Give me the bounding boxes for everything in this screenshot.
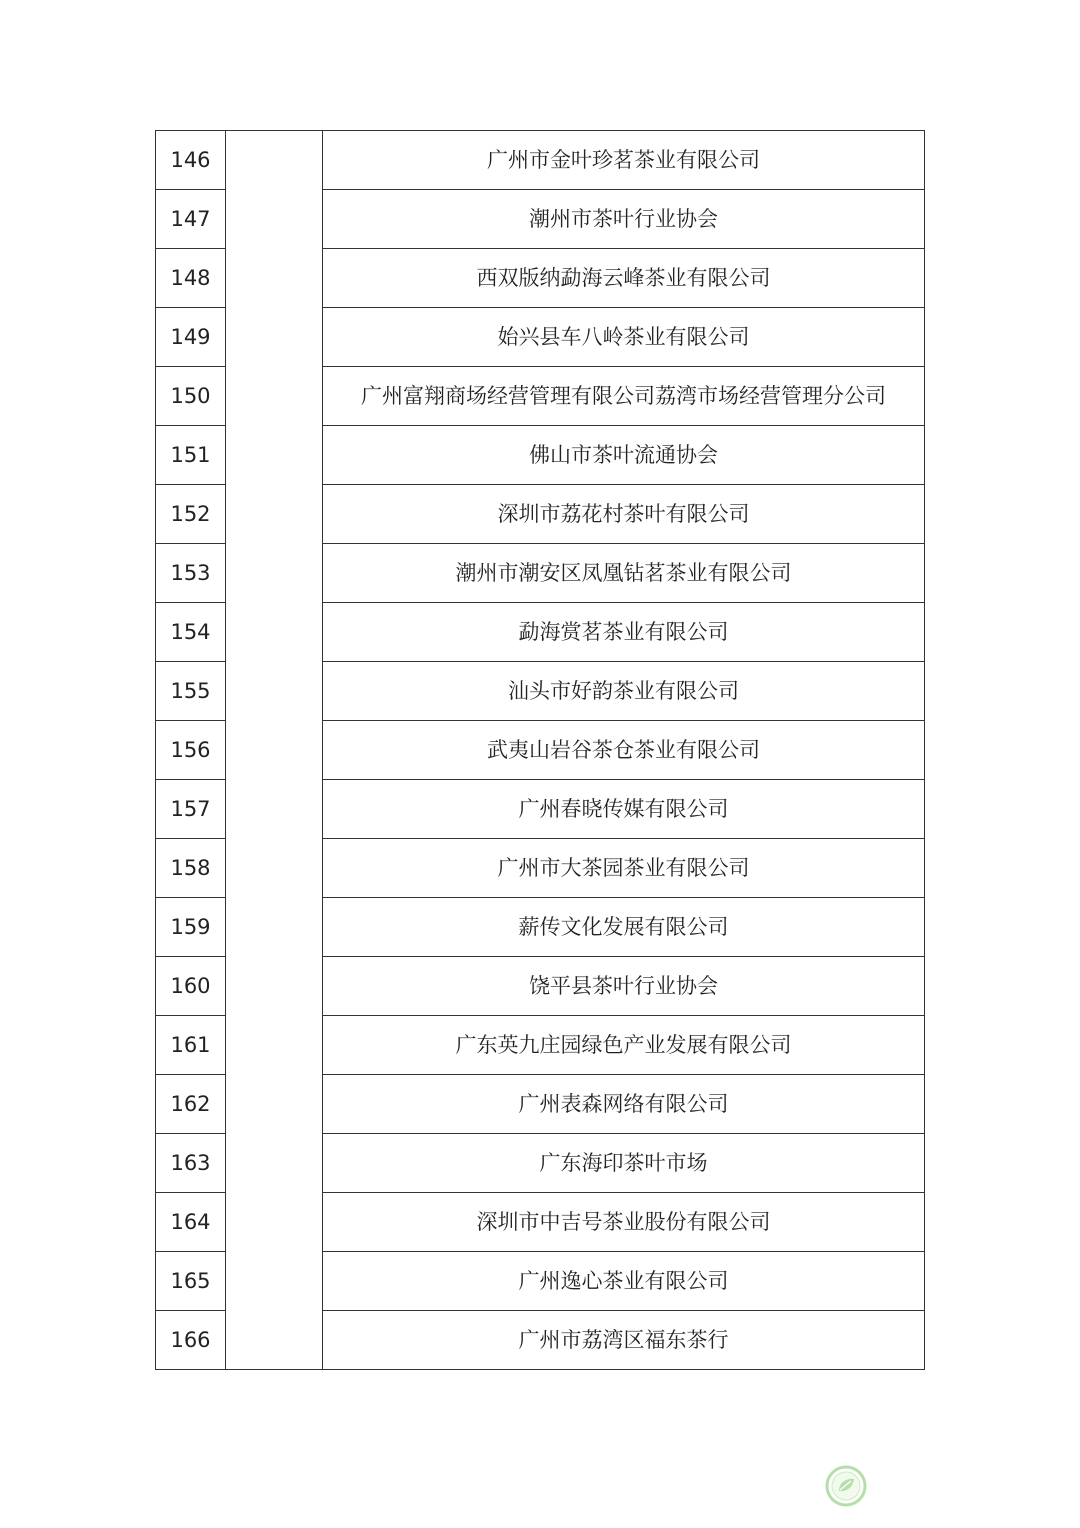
table-row — [156, 131, 925, 190]
company-name: 勐海赏茗茶业有限公司 — [323, 603, 925, 662]
row-number: 148 — [156, 249, 226, 308]
empty-column-cell — [226, 1016, 323, 1075]
table-row — [156, 957, 925, 1016]
empty-column-cell — [226, 308, 323, 367]
empty-column-cell — [226, 1311, 323, 1370]
row-number: 147 — [156, 190, 226, 249]
company-name: 广州市金叶珍茗茶业有限公司 — [323, 131, 925, 190]
empty-column-cell — [226, 426, 323, 485]
table-row — [156, 839, 925, 898]
company-name: 武夷山岩谷茶仓茶业有限公司 — [323, 721, 925, 780]
row-number: 162 — [156, 1075, 226, 1134]
table-row — [156, 1193, 925, 1252]
table-row — [156, 367, 925, 426]
table-row — [156, 1252, 925, 1311]
empty-column-cell — [226, 721, 323, 780]
table-row — [156, 1016, 925, 1075]
company-name: 深圳市中吉号茶业股份有限公司 — [323, 1193, 925, 1252]
row-number: 151 — [156, 426, 226, 485]
empty-column-cell — [226, 1193, 323, 1252]
table-row — [156, 1311, 925, 1370]
table-row — [156, 603, 925, 662]
company-name: 广东英九庄园绿色产业发展有限公司 — [323, 1016, 925, 1075]
table-row — [156, 544, 925, 603]
company-name: 广州富翔商场经营管理有限公司荔湾市场经营管理分公司 — [323, 367, 925, 426]
company-name: 西双版纳勐海云峰茶业有限公司 — [323, 249, 925, 308]
empty-column-cell — [226, 1252, 323, 1311]
company-name: 潮州市潮安区凤凰钻茗茶业有限公司 — [323, 544, 925, 603]
empty-column-cell — [226, 1134, 323, 1193]
company-name: 始兴县车八岭茶业有限公司 — [323, 308, 925, 367]
row-number: 161 — [156, 1016, 226, 1075]
row-number: 154 — [156, 603, 226, 662]
row-number: 164 — [156, 1193, 226, 1252]
empty-column-cell — [226, 662, 323, 721]
row-number: 163 — [156, 1134, 226, 1193]
empty-column-cell — [226, 898, 323, 957]
table-row — [156, 308, 925, 367]
row-number: 155 — [156, 662, 226, 721]
empty-column-cell — [226, 603, 323, 662]
company-name: 广东海印茶叶市场 — [323, 1134, 925, 1193]
row-number: 166 — [156, 1311, 226, 1370]
company-name: 薪传文化发展有限公司 — [323, 898, 925, 957]
company-name: 深圳市荔花村茶叶有限公司 — [323, 485, 925, 544]
company-name: 潮州市茶叶行业协会 — [323, 190, 925, 249]
table-row — [156, 249, 925, 308]
empty-column-cell — [226, 1075, 323, 1134]
company-name: 佛山市茶叶流通协会 — [323, 426, 925, 485]
table-row — [156, 426, 925, 485]
empty-column-cell — [226, 957, 323, 1016]
table-row — [156, 190, 925, 249]
leaf-logo-icon — [825, 1465, 867, 1507]
company-table — [155, 130, 925, 1370]
empty-column-cell — [226, 190, 323, 249]
table-row — [156, 898, 925, 957]
company-name: 广州市荔湾区福东茶行 — [323, 1311, 925, 1370]
empty-column-cell — [226, 544, 323, 603]
table-body — [156, 131, 925, 1370]
table-row — [156, 662, 925, 721]
company-name: 广州逸心茶业有限公司 — [323, 1252, 925, 1311]
row-number: 153 — [156, 544, 226, 603]
empty-column-cell — [226, 131, 323, 190]
company-name: 广州表森网络有限公司 — [323, 1075, 925, 1134]
company-list-table — [155, 130, 925, 1370]
table-row — [156, 721, 925, 780]
row-number: 150 — [156, 367, 226, 426]
row-number: 157 — [156, 780, 226, 839]
company-name: 饶平县茶叶行业协会 — [323, 957, 925, 1016]
row-number: 159 — [156, 898, 226, 957]
table-row — [156, 1134, 925, 1193]
row-number: 158 — [156, 839, 226, 898]
company-name: 广州市大茶园茶业有限公司 — [323, 839, 925, 898]
row-number: 160 — [156, 957, 226, 1016]
empty-column-cell — [226, 367, 323, 426]
company-name: 广州春晓传媒有限公司 — [323, 780, 925, 839]
row-number: 146 — [156, 131, 226, 190]
row-number: 149 — [156, 308, 226, 367]
empty-column-cell — [226, 485, 323, 544]
table-row — [156, 1075, 925, 1134]
table-row — [156, 780, 925, 839]
empty-column-cell — [226, 839, 323, 898]
empty-column-cell — [226, 780, 323, 839]
company-name: 汕头市好韵茶业有限公司 — [323, 662, 925, 721]
row-number: 156 — [156, 721, 226, 780]
row-number: 165 — [156, 1252, 226, 1311]
row-number: 152 — [156, 485, 226, 544]
table-row — [156, 485, 925, 544]
empty-column-cell — [226, 249, 323, 308]
